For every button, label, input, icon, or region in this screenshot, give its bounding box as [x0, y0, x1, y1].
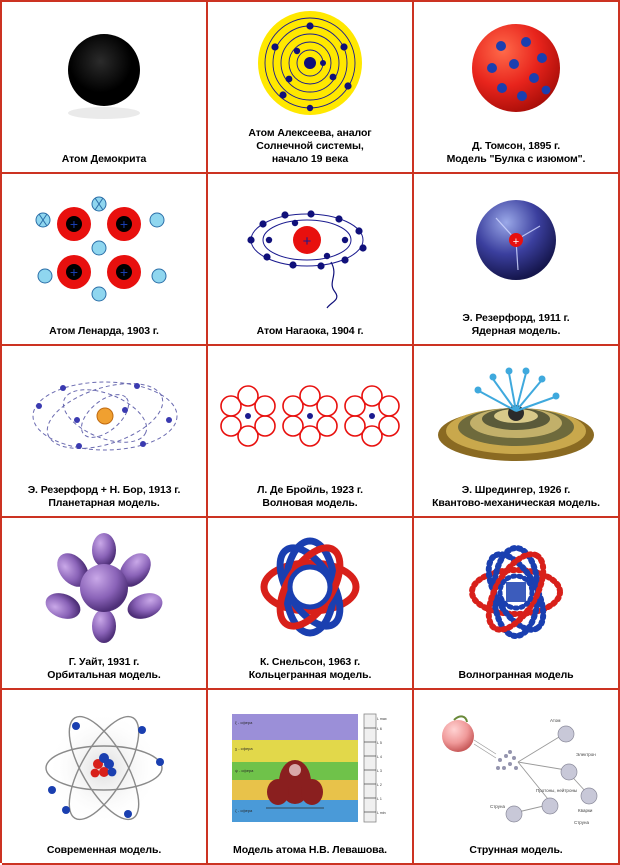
thomson-illustration — [416, 4, 616, 140]
cell-white — [2, 518, 208, 690]
cell-modern — [2, 690, 208, 865]
svg-text:ψ - сфера: ψ - сфера — [235, 767, 254, 773]
svg-text:+: + — [119, 216, 129, 233]
caption-snelson: К. Снельсон, 1963 г. Кольцегранная модель. — [248, 655, 372, 681]
cell-wavefaced — [414, 518, 620, 690]
svg-text:L max: L max — [377, 716, 387, 721]
svg-text:Электрон: Электрон — [576, 751, 596, 757]
caption-rutherford: Э. Резерфорд, 1911 г. Ядерная модель. — [462, 311, 570, 337]
svg-text:+: + — [119, 264, 129, 281]
caption-lenard: Атом Ленарда, 1903 г. — [49, 324, 159, 337]
bohr-illustration — [4, 348, 204, 484]
white-illustration — [4, 520, 204, 656]
svg-text:Протоны, нейтроны: Протоны, нейтроны — [536, 787, 578, 793]
caption-nagaoka: Атом Нагаока, 1904 г. — [256, 324, 364, 337]
svg-text:+: + — [512, 235, 520, 248]
svg-text:+: + — [302, 233, 312, 251]
levashov-illustration — [210, 692, 410, 844]
caption-wavefaced: Волногранная модель — [458, 668, 574, 681]
nagaoka-illustration — [210, 176, 410, 325]
debroglie-illustration — [210, 348, 410, 484]
svg-text:χ - сфера: χ - сфера — [235, 745, 253, 751]
caption-thomson: Д. Томсон, 1895 г. Модель "Булка с изюмом". — [446, 139, 586, 165]
svg-text:L min: L min — [377, 810, 386, 815]
caption-democritus: Атом Демокрита — [61, 152, 147, 165]
cell-schrodinger — [414, 346, 620, 518]
wavefaced-illustration — [416, 520, 616, 669]
cell-lenard — [2, 174, 208, 346]
svg-text:L 3: L 3 — [377, 768, 382, 773]
caption-white: Г. Уайт, 1931 г. Орбитальная модель. — [47, 655, 161, 681]
svg-text:L 2: L 2 — [377, 782, 382, 787]
cell-democritus — [2, 2, 208, 174]
svg-text:Струна: Струна — [490, 803, 506, 809]
svg-text:Струна: Струна — [574, 819, 590, 825]
schrodinger-illustration — [416, 348, 616, 484]
cell-rutherford — [414, 174, 620, 346]
svg-text:ζ - сфера: ζ - сфера — [235, 807, 253, 813]
string-illustration — [416, 692, 616, 844]
cell-string — [414, 690, 620, 865]
caption-levashov: Модель атома Н.В. Левашова. — [233, 843, 387, 856]
cell-thomson — [414, 2, 620, 174]
svg-text:Кварки: Кварки — [578, 807, 593, 813]
svg-text:Атом: Атом — [550, 717, 561, 723]
svg-text:L 1: L 1 — [377, 796, 382, 801]
rutherford-illustration — [416, 176, 616, 312]
cell-levashov — [208, 690, 414, 865]
caption-debroglie: Л. Де Бройль, 1923 г. Волновая модель. — [257, 483, 363, 509]
svg-text:+: + — [69, 216, 79, 233]
caption-schrodinger: Э. Шредингер, 1926 г. Квантово-механическая модель. — [432, 483, 600, 509]
caption-bohr: Э. Резерфорд + Н. Бор, 1913 г. Планетарная модель. — [27, 483, 181, 509]
cell-debroglie — [208, 346, 414, 518]
lenard-illustration — [4, 176, 204, 325]
caption-alekseev: Атом Алексеева, аналог Солнечной системы, начало 19 века — [248, 126, 372, 165]
caption-string: Струнная модель. — [469, 843, 563, 856]
cell-nagaoka — [208, 174, 414, 346]
svg-text:+: + — [69, 264, 79, 281]
svg-text:L 6: L 6 — [377, 726, 382, 731]
cell-alekseev — [208, 2, 414, 174]
snelson-illustration — [210, 520, 410, 656]
modern-illustration — [4, 692, 204, 844]
alekseev-illustration — [210, 4, 410, 127]
cell-bohr — [2, 346, 208, 518]
democritus-illustration — [4, 4, 204, 153]
caption-modern: Современная модель. — [46, 843, 162, 856]
svg-text:ξ - сфера: ξ - сфера — [235, 719, 253, 725]
svg-text:L 5: L 5 — [377, 740, 382, 745]
svg-text:L 4: L 4 — [377, 754, 382, 759]
cell-snelson — [208, 518, 414, 690]
